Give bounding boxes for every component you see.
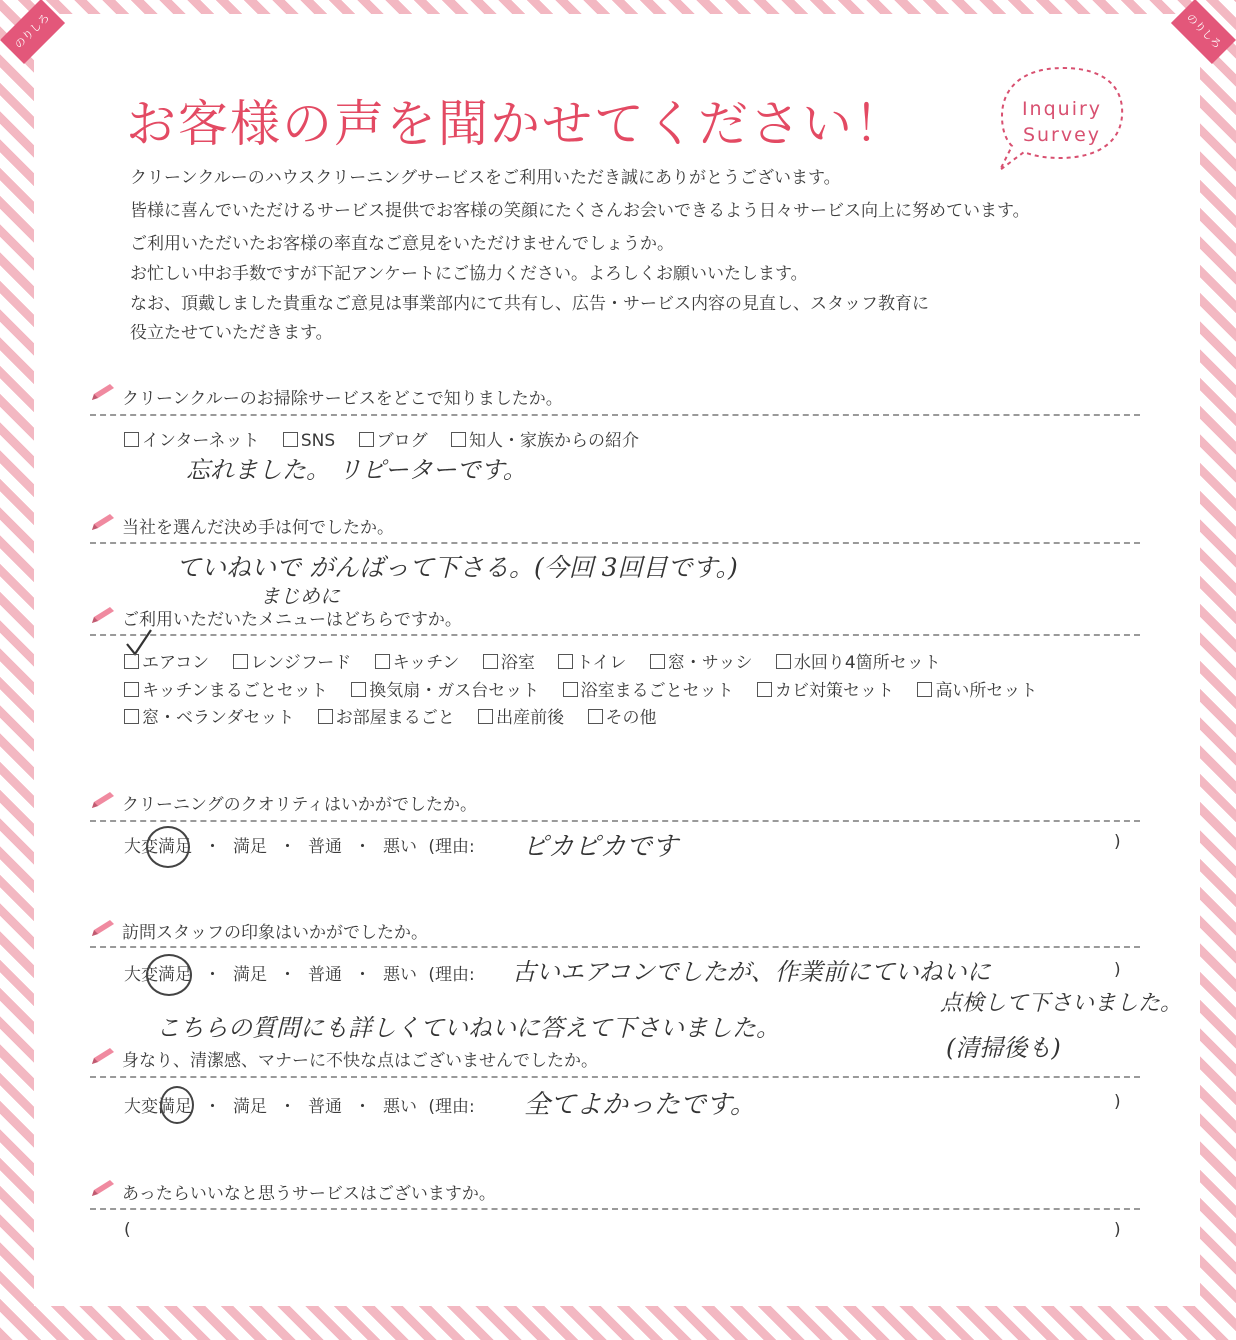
divider — [90, 542, 1140, 544]
rating-satisfied[interactable]: 満足 — [233, 1097, 267, 1117]
pencil-icon — [90, 918, 116, 938]
rating-very-satisfied[interactable]: 大変満足 — [124, 1097, 192, 1117]
page-title: お客様の声を聞かせてください！ — [126, 95, 906, 153]
q5-handwritten-answer-3: (清掃後も) — [946, 1034, 1061, 1062]
reason-label: (理由: — [428, 837, 475, 857]
checkbox-menu[interactable]: 出産前後 — [478, 703, 564, 728]
divider — [90, 1076, 1140, 1078]
checkbox-menu[interactable]: 窓・ベランダセット — [124, 703, 294, 728]
q5-handwritten-answer-1: 古いエアコンでしたが、作業前にていねいに — [512, 958, 991, 986]
rating-very-satisfied[interactable]: 大変満足 — [124, 837, 192, 857]
glue-tab-left: のりしろ — [0, 0, 65, 64]
checkbox-menu[interactable]: 浴室まるごとセット — [563, 676, 734, 701]
q3-options-row-2 — [124, 676, 1053, 701]
checkbox-referral[interactable]: 知人・家族からの紹介 — [451, 426, 639, 451]
divider — [90, 414, 1140, 416]
checkbox-menu[interactable]: 水回り4箇所セット — [776, 648, 941, 673]
intro-line-2: 皆様に喜んでいただけるサービス提供でお客様の笑顔にたくさんお会いできるよう日々サービス向上に努めています。 — [130, 201, 1030, 221]
question-2: 当社を選んだ決め手は何でしたか。 — [122, 518, 394, 538]
reason-label: (理由: — [428, 965, 475, 985]
divider — [90, 820, 1140, 822]
intro-line-4: お忙しい中お手数ですが下記アンケートにご協力ください。よろしくお願いいたします。 — [130, 264, 808, 284]
glue-tab-right: のりしろ — [1171, 0, 1236, 64]
q3-options-row-1 — [124, 648, 957, 673]
question-6: 身なり、清潔感、マナーに不快な点はございませんでしたか。 — [122, 1051, 598, 1071]
rating-bad[interactable]: 悪い — [383, 837, 417, 857]
q4-rating: 大変満足 ・ 満足 ・ 普通 ・ 悪い (理由: — [124, 837, 475, 857]
selection-circle — [160, 1086, 194, 1124]
selection-circle — [146, 826, 190, 868]
divider — [90, 1208, 1140, 1210]
checkbox-menu[interactable]: エアコン — [124, 648, 209, 673]
q3-options-row-3 — [124, 703, 673, 728]
rating-satisfied[interactable]: 満足 — [233, 965, 267, 985]
checkbox-menu[interactable]: 浴室 — [483, 648, 535, 673]
checkbox-internet[interactable]: インターネット — [124, 426, 259, 451]
q1-options — [124, 426, 655, 451]
divider — [90, 634, 1140, 636]
question-7: あったらいいなと思うサービスはございますか。 — [122, 1184, 496, 1204]
close-paren: ) — [1114, 960, 1121, 980]
rating-normal[interactable]: 普通 — [308, 965, 342, 985]
checkbox-menu[interactable]: キッチン — [375, 648, 460, 673]
checkbox-menu[interactable]: トイレ — [558, 648, 626, 673]
open-paren: ( — [124, 1220, 131, 1240]
checkbox-menu[interactable]: 高い所セット — [917, 676, 1037, 701]
rating-bad[interactable]: 悪い — [383, 965, 417, 985]
rating-normal[interactable]: 普通 — [308, 837, 342, 857]
q2-handwritten-answer: ていねいで がんばって下さる。(今回 3回目です。) — [176, 553, 738, 582]
q5-handwritten-answer-2: 点検して下さいました。 — [940, 991, 1183, 1016]
close-paren: ) — [1114, 832, 1121, 852]
rating-very-satisfied[interactable]: 大変満足 — [124, 965, 192, 985]
pencil-icon — [90, 512, 116, 532]
q7-answer-field[interactable] — [140, 1216, 1100, 1244]
pencil-icon — [90, 1178, 116, 1198]
question-1: クリーンクルーのお掃除サービスをどこで知りましたか。 — [122, 389, 563, 409]
badge-line-2: Survey — [1022, 124, 1102, 146]
rating-normal[interactable]: 普通 — [308, 1097, 342, 1117]
checkbox-menu[interactable]: カビ対策セット — [757, 676, 894, 701]
pencil-icon — [90, 382, 116, 402]
checkbox-sns[interactable]: SNS — [283, 431, 335, 451]
intro-line-3: ご利用いただいたお客様の率直なご意見をいただけませんでしょうか。 — [130, 234, 674, 254]
question-5: 訪問スタッフの印象はいかがでしたか。 — [122, 923, 428, 943]
checkbox-menu[interactable]: 換気扇・ガス台セット — [351, 676, 539, 701]
checkbox-menu[interactable]: その他 — [588, 703, 657, 728]
question-4: クリーニングのクオリティはいかがでしたか。 — [122, 795, 477, 815]
q5-rating: 大変満足 ・ 満足 ・ 普通 ・ 悪い (理由: — [124, 965, 475, 985]
reason-label: (理由: — [428, 1097, 475, 1117]
badge-line-1: Inquiry — [1021, 98, 1103, 120]
question-3: ご利用いただいたメニューはどちらですか。 — [122, 610, 462, 630]
pencil-icon — [90, 1046, 116, 1066]
q4-handwritten-answer: ピカピカです — [522, 832, 679, 862]
q1-handwritten-answer: 忘れました。 リピーターです。 — [186, 456, 527, 484]
rating-bad[interactable]: 悪い — [383, 1097, 417, 1117]
checkbox-menu[interactable]: レンジフード — [233, 648, 352, 673]
checkbox-menu[interactable]: お部屋まるごと — [318, 703, 455, 728]
pencil-icon — [90, 790, 116, 810]
q6-handwritten-answer: 全てよかったです。 — [524, 1090, 756, 1120]
checkbox-menu[interactable]: 窓・サッシ — [650, 648, 753, 673]
intro-line-6: 役立たせていただきます。 — [130, 323, 333, 343]
close-paren: ) — [1114, 1220, 1121, 1240]
q6-rating: 大変満足 ・ 満足 ・ 普通 ・ 悪い (理由: — [124, 1097, 475, 1117]
pencil-icon — [90, 605, 116, 625]
close-paren: ) — [1114, 1092, 1121, 1112]
rating-satisfied[interactable]: 満足 — [233, 837, 267, 857]
divider — [90, 946, 1140, 948]
intro-line-5: なお、頂戴しました貴重なご意見は事業部内にて共有し、広告・サービス内容の見直し、スタッフ教育に — [130, 294, 929, 314]
checkbox-menu[interactable]: キッチンまるごとセット — [124, 676, 328, 701]
selection-circle — [146, 954, 192, 996]
badge-text — [1010, 96, 1114, 148]
q5-handwritten-answer-4: こちらの質問にも詳しくていねいに答えて下さいました。 — [156, 1014, 780, 1042]
q2-handwritten-insert: まじめに — [260, 584, 340, 608]
checkbox-blog[interactable]: ブログ — [359, 426, 428, 451]
intro-line-1: クリーンクルーのハウスクリーニングサービスをご利用いただき誠にありがとうございます。 — [130, 168, 841, 188]
